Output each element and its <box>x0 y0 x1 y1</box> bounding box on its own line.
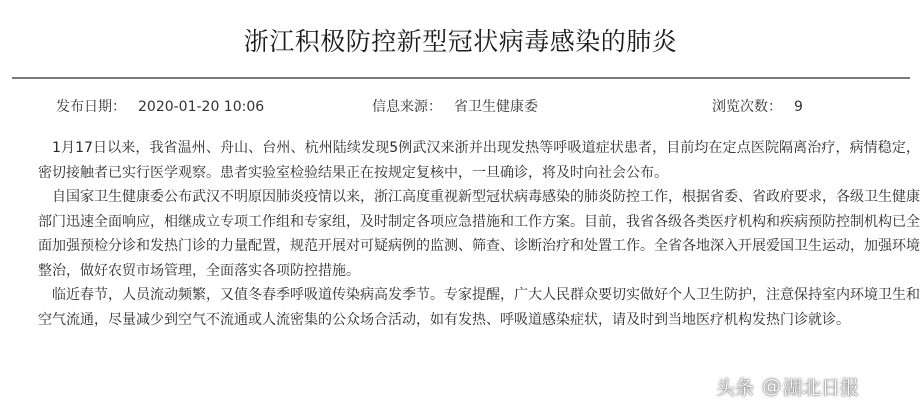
article-title: 浙江积极防控新型冠状病毒感染的肺炎 <box>243 27 678 56</box>
article-paragraph: 自国家卫生健康委公布武汉不明原因肺炎疫情以来，浙江高度重视新型冠状病毒感染的肺炎防控工作，根据省委、省政府要求，各级卫生健康部门迅速全面响应，相继成立专项工作组和专家组，及时制定各项应急措施和工作方案。目前，我省各级各类医疗机构和疾病预防控制机构已全面加强预检分诊和发热门诊的力量配置，规范开展对可疑病例的监测、筛查、诊断治疗和处置工作。全省各地深入开展爱国卫生运动，加强环境整治，做好农贸市场管理，全面落实各项防控措施。 <box>38 189 920 279</box>
info-source <box>372 96 538 116</box>
publish-date-label: 发布日期： <box>56 99 126 115</box>
watermark-brand: 头条 <box>716 376 755 399</box>
title-divider <box>12 77 910 79</box>
info-source-label: 信息来源： <box>372 99 442 115</box>
watermark-account: 湖北日报 <box>783 376 860 399</box>
publish-date-value: 2020-01-20 10:06 <box>138 99 265 115</box>
publish-date <box>56 96 264 116</box>
watermark-at: @ <box>762 375 782 397</box>
article-paragraph: 1月17日以来，我省温州、舟山、台州、杭州陆续发现5例武汉来浙并出现发热等呼吸道症状患者，目前均在定点医院隔离治疗，病情稳定，密切接触者已实行医学观察。患者实验室检验结果正在按规定复核中，一旦确诊，将及时向社会公布。 <box>38 140 920 181</box>
article-paragraph: 临近春节，人员流动频繁，又值冬春季呼吸道传染病高发季节。专家提醒，广大人民群众要切实做好个人卫生防护，注意保持室内环境卫生和空气流通，尽量减少到空气不流通或人流密集的公众场合活动，如有发热、呼吸道感染症状，请及时到当地医疗机构发热门诊就诊。 <box>38 287 920 328</box>
info-source-value: 省卫生健康委 <box>454 99 538 115</box>
watermark <box>716 370 859 402</box>
view-count-label: 浏览次数： <box>712 99 782 115</box>
view-count-value: 9 <box>794 99 803 115</box>
view-count <box>712 96 803 116</box>
article-body <box>38 136 920 332</box>
